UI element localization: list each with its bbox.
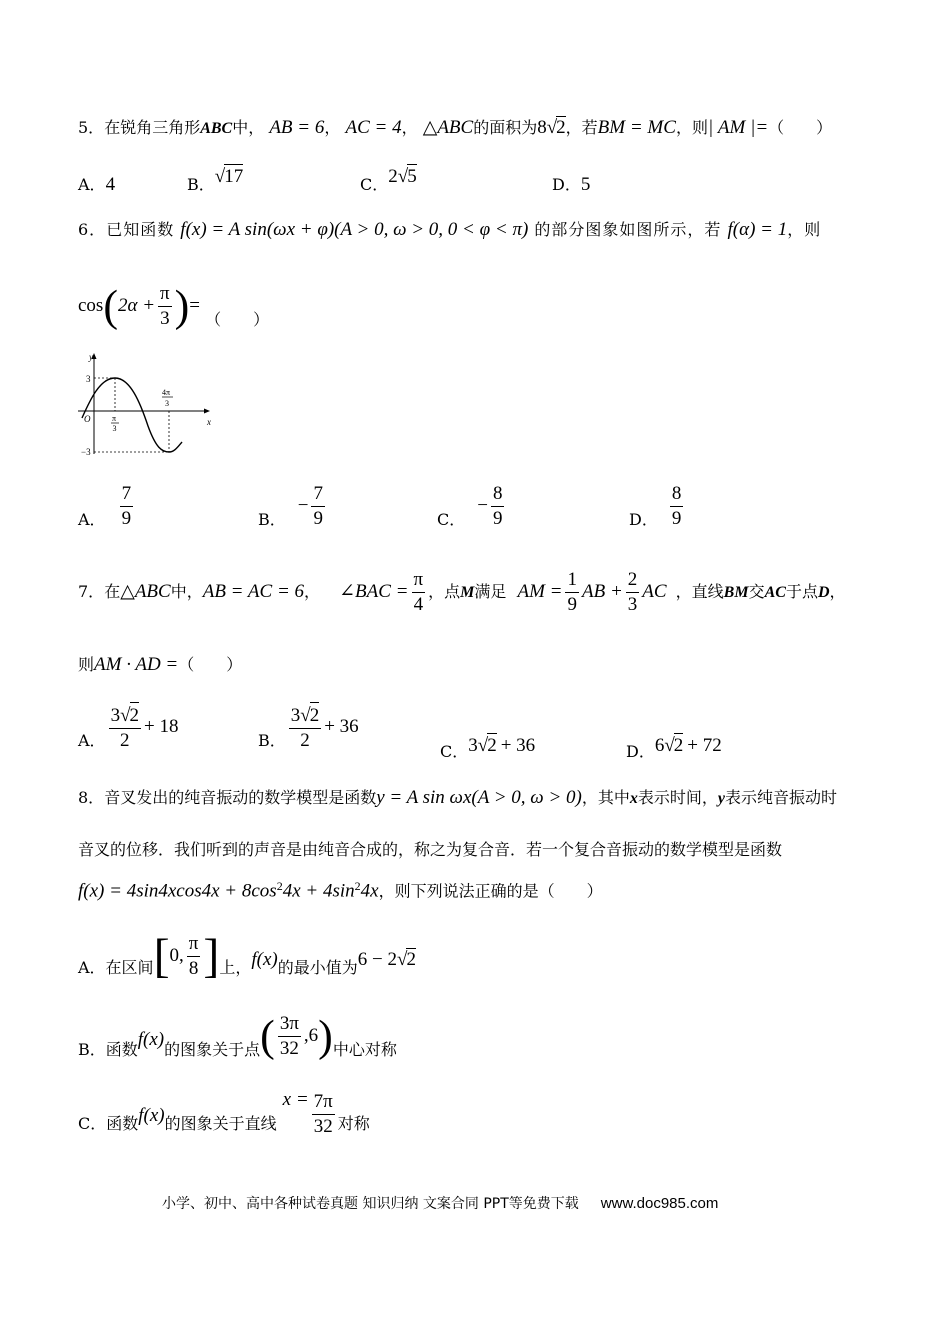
x2-den: 3 [165,399,169,408]
y-top-label: 3 [86,374,91,384]
q8-function: $f(x) = 4\sin 4xcos4x + 8\cos^24x + 4\sin^24x$，则下列说法正确的是（ ） [78,879,603,902]
q7-stem: 7．在△ABC中，AB = AC = 6， ∠BAC = $\frac{\pi}{4}$ ，点M满足 AM = $\frac{1}{9}$ AB + $\frac{2}{3}$ AC ，直线BM交AC于点D， [78,569,846,615]
y-bottom-label: −3 [81,447,91,457]
q7-option-d: D．6√2 + 72 [626,735,722,761]
q5-option-c: C．2√5 [360,166,417,194]
origin-label: O [84,414,91,424]
x-arrow [204,409,210,414]
q5-option-a: A．4 [78,174,116,195]
q8-option-b: B．函数f(x)的图象关于点( $\frac{3\pi}{32}$ ,6)中心对称 [78,1011,397,1061]
q7-question: 则AM · AD =（ ） [78,654,243,675]
y-label: y [89,352,93,362]
footer-text: 小学、初中、高中各种试卷真题 知识归纳 文案合同 PPT等免费下载 [162,1196,579,1212]
q7-option-c: C．3√2 + 36 [440,735,536,761]
q6-option-c: C．− $\frac{8}{9}$ [437,483,503,529]
q6-stem: 6．已知函数 f(x) = A sin(ωx + φ)(A > 0, ω > 0, 0 < φ < π) 的部分图象如图所示，若 f(α) = 1，则 [78,219,822,240]
q5-option-b: B．√17 [187,166,244,194]
q5-option-d: D．5 [552,174,591,195]
footer-url[interactable]: www.doc985.com [600,1195,719,1212]
q7-option-b: B． $\frac{3√2}{2}$ + 36 [258,702,359,753]
q8-stem: 8．音叉发出的纯音振动的数学模型是函数y = A sin ωx(A > 0, ω > 0)，其中x表示时间，y表示纯音振动时 [78,787,838,808]
x1-den: 3 [112,424,117,433]
x2-num: 4π [162,388,171,397]
q8-option-c: C．函数f(x)的图象关于直线x = $\frac{7\pi}{32}$ 对称 [78,1089,370,1137]
q5-stem: 5．在锐角三角形ABC中， AB = 6， AC = 4， △ABC的面积为8√2，若BM = MC，则| AM |=（ ） [78,117,833,138]
x-label: x [207,417,211,427]
q8-option-a: A．在区间[0, $\frac{\pi}{8}$ ]上，f(x)的最小值为6 − 2√2 [78,929,416,983]
q7-option-a: A． $\frac{3√2}{2}$ + 18 [78,702,178,753]
q6-expression: cos(2α + $\frac{\pi}{3}$ )= （ ） [78,281,270,331]
x1-num: π [112,414,117,423]
sine-graph [78,350,218,462]
q8-stem-line2: 音叉的位移．我们听到的声音是由纯音合成的，称之为复合音．若一个复合音振动的数学模型是函数 [78,840,783,859]
q6-option-d: D． $\frac{8}{9}$ [629,483,682,529]
page-footer [162,1193,718,1213]
q6-option-b: B．− $\frac{7}{9}$ [258,483,323,529]
q6-option-a: A． $\frac{7}{9}$ [78,483,132,529]
